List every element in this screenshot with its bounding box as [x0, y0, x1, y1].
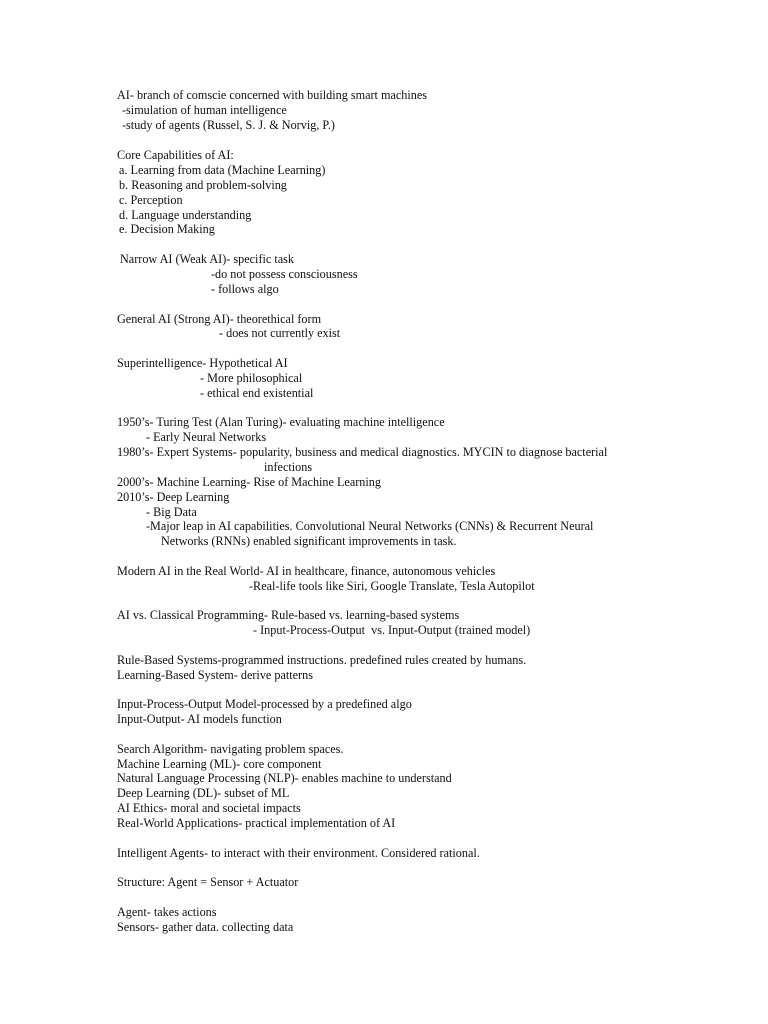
text-line: Natural Language Processing (NLP)- enables machine to understand [117, 771, 452, 785]
text-line: - Early Neural Networks [146, 430, 267, 444]
text-line: Sensors- gather data. collecting data [117, 920, 294, 934]
text-line: Modern AI in the Real World- AI in healthcare, finance, autonomous vehicles [117, 564, 496, 578]
text-line: Input-Output- AI models function [117, 712, 282, 726]
text-line: AI- branch of comscie concerned with building smart machines [117, 88, 428, 102]
text-line: - does not currently exist [219, 326, 341, 340]
text-line: AI Ethics- moral and societal impacts [117, 801, 301, 815]
text-line: General AI (Strong AI)- theorethical form [117, 312, 322, 326]
text-line: infections [264, 460, 313, 474]
text-line: Narrow AI (Weak AI)- specific task [120, 252, 294, 266]
text-line: Real-World Applications- practical implementation of AI [117, 816, 396, 830]
text-line: AI vs. Classical Programming- Rule-based vs. learning-based systems [117, 608, 460, 622]
text-line: - follows algo [211, 282, 279, 296]
text-line: Core Capabilities of AI: [117, 148, 234, 162]
text-line: a. Learning from data (Machine Learning) [119, 163, 326, 177]
text-line: Search Algorithm- navigating problem spaces. [117, 742, 344, 756]
text-line: -do not possess consciousness [211, 267, 358, 281]
text-line: d. Language understanding [119, 208, 252, 222]
text-line: Rule-Based Systems-programmed instructions. predefined rules created by humans. [117, 653, 527, 667]
text-line: - More philosophical [200, 371, 303, 385]
text-line: e. Decision Making [119, 222, 215, 236]
text-line: 2000’s- Machine Learning- Rise of Machine Learning [117, 475, 381, 489]
text-line: Machine Learning (ML)- core component [117, 757, 322, 771]
text-line: Structure: Agent = Sensor + Actuator [117, 875, 299, 889]
text-line: Input-Process-Output Model-processed by a predefined algo [117, 697, 412, 711]
text-line: Learning-Based System- derive patterns [117, 668, 313, 682]
text-line: -simulation of human intelligence [122, 103, 287, 117]
text-line: Networks (RNNs) enabled significant improvements in task. [161, 534, 457, 548]
text-line: -study of agents (Russel, S. J. & Norvig, P.) [122, 118, 335, 132]
text-line: - Big Data [146, 505, 197, 519]
text-line: 1980’s- Expert Systems- popularity, business and medical diagnostics. MYCIN to diagnose bacterial [117, 445, 608, 459]
text-line: b. Reasoning and problem-solving [119, 178, 287, 192]
text-line: Superintelligence- Hypothetical AI [117, 356, 288, 370]
text-line: -Real-life tools like Siri, Google Translate, Tesla Autopilot [249, 579, 535, 593]
text-line: 2010’s- Deep Learning [117, 490, 230, 504]
text-line: -Major leap in AI capabilities. Convolutional Neural Networks (CNNs) & Recurrent Neural [146, 519, 594, 533]
text-line: 1950’s- Turing Test (Alan Turing)- evaluating machine intelligence [117, 415, 445, 429]
text-line: Agent- takes actions [117, 905, 217, 919]
text-line: - ethical end existential [200, 386, 314, 400]
text-line: Intelligent Agents- to interact with their environment. Considered rational. [117, 846, 480, 860]
text-line: - Input-Process-Output vs. Input-Output (trained model) [253, 623, 531, 637]
text-line: c. Perception [119, 193, 183, 207]
text-line: Deep Learning (DL)- subset of ML [117, 786, 290, 800]
